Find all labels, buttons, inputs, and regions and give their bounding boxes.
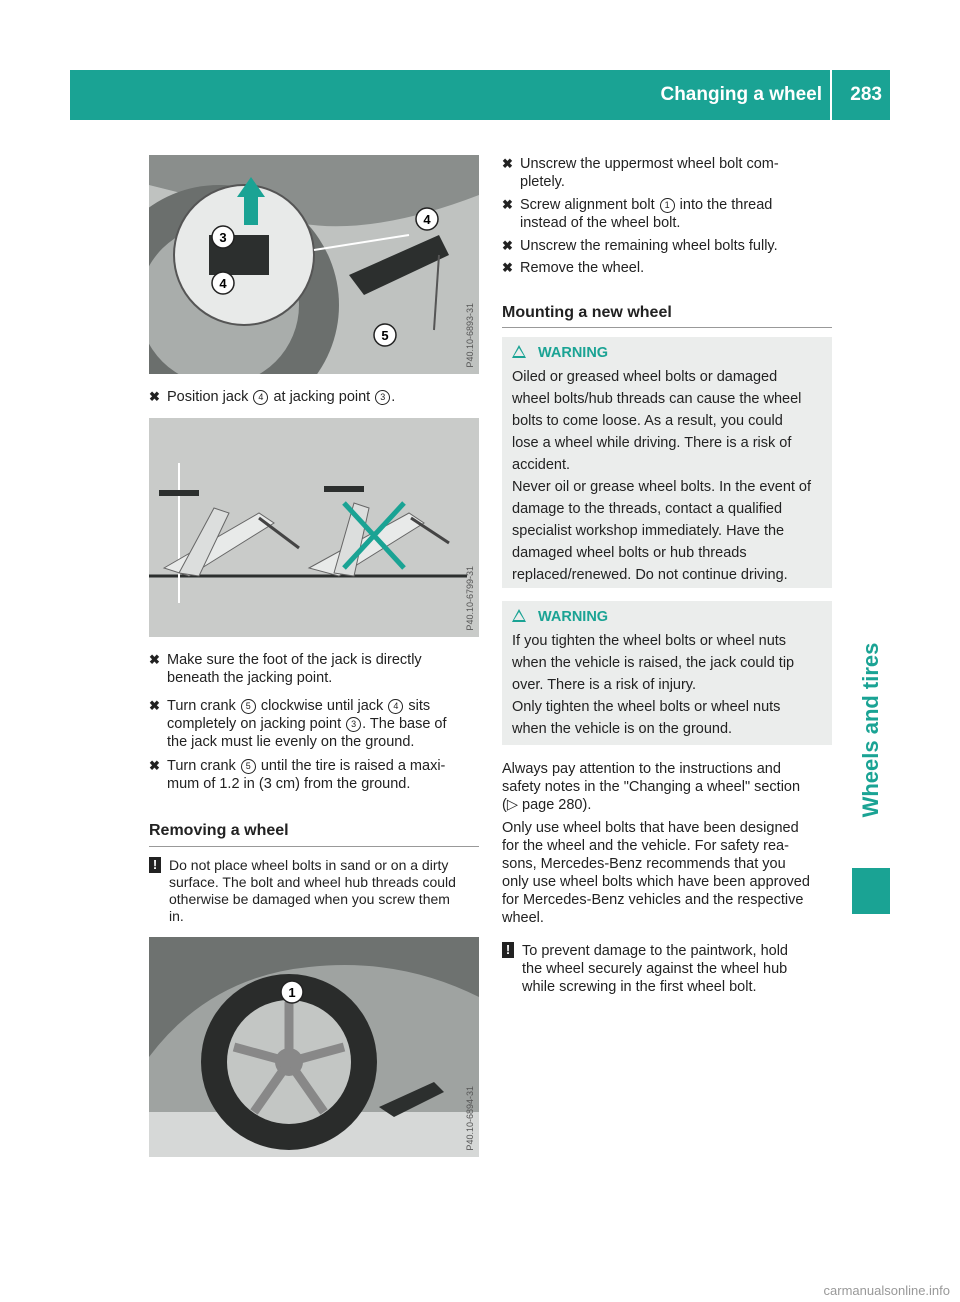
caution-icon: !: [149, 857, 161, 873]
chapter-tab-marker: [852, 868, 890, 914]
heading-removing-wheel: Removing a wheel: [149, 822, 289, 839]
wheel-illustration-svg: [149, 937, 479, 1157]
step-arrow-icon: ✖: [502, 156, 513, 171]
callout-1: 1: [288, 985, 296, 1000]
chapter-tab-label: Wheels and tires: [858, 642, 883, 818]
step-arrow-icon: ✖: [149, 758, 160, 773]
figure-code: P40.10-6894-31: [465, 1086, 475, 1151]
watermark: carmanualsonline.info: [823, 1283, 950, 1298]
figure-code: P40.10-6893-31: [465, 303, 475, 368]
warning-triangle-icon: [512, 345, 526, 358]
heading-rule: [149, 846, 479, 847]
step-arrow-icon: ✖: [502, 197, 513, 212]
callout-4b: 4: [423, 212, 431, 227]
paragraph-instructions: Always pay attention to the instructions and safety notes in the "Changing a wheel" section (▷ page 280).: [502, 761, 801, 813]
warning-header: WARNING: [512, 609, 608, 625]
step-arrow-icon: ✖: [502, 260, 513, 275]
page-header: [70, 70, 890, 120]
figure-jack-position: [149, 155, 479, 374]
warning-triangle-icon: [512, 609, 526, 622]
caution-icon: !: [502, 942, 514, 958]
warning-header: WARNING: [512, 345, 608, 361]
jack-illustration-svg: [149, 155, 479, 374]
header-separator: [830, 70, 832, 120]
chapter-tab: [852, 600, 890, 860]
callout-3: 3: [219, 230, 227, 245]
callout-4a: 4: [219, 276, 227, 291]
callout-5: 5: [381, 328, 389, 343]
warning-box-tighten-raised: WARNING If you tighten the wheel bolts or wheel nuts when the vehicle is raised, the jack could tip over. There is a risk of injury. Only tighten the wheel bolts or wheel nuts when the vehicle is on the ground.: [502, 601, 832, 745]
paragraph-wheel-bolts: Only use wheel bolts that have been designed for the wheel and the vehicle. For safety rea- sons, Mercedes-Benz recommends that you only use wheel bolts which have been approved for Mercedes-Benz vehicles and the respective wheel.: [502, 820, 810, 926]
page-reference-link[interactable]: (▷ page 280).: [502, 797, 592, 813]
heading-mounting-wheel: Mounting a new wheel: [502, 304, 672, 321]
page-number: 283: [850, 84, 882, 105]
jack-foot-svg: [149, 418, 479, 637]
step-arrow-icon: ✖: [149, 652, 160, 667]
figure-jack-foot: [149, 418, 479, 637]
figure-alignment-bolt: [149, 937, 479, 1157]
step-arrow-icon: ✖: [502, 238, 513, 253]
section-title: Changing a wheel: [660, 84, 822, 105]
step-arrow-icon: ✖: [149, 389, 160, 404]
heading-rule: [502, 327, 832, 328]
warning-box-oiled-bolts: WARNING Oiled or greased wheel bolts or damaged wheel bolts/hub threads can cause the wheel bolts to come loose. As a result, you could lose a wheel while driving. There is a risk of accident. Never oil or grease wheel bolts. In the event of damage to the threads, contact a qualified specialist workshop immediately. Have the damaged wheel bolts or hub threads replaced/renewed. Do not continue driving.: [502, 337, 832, 588]
step-arrow-icon: ✖: [149, 698, 160, 713]
figure-code: P40.10-6799-31: [465, 566, 475, 631]
